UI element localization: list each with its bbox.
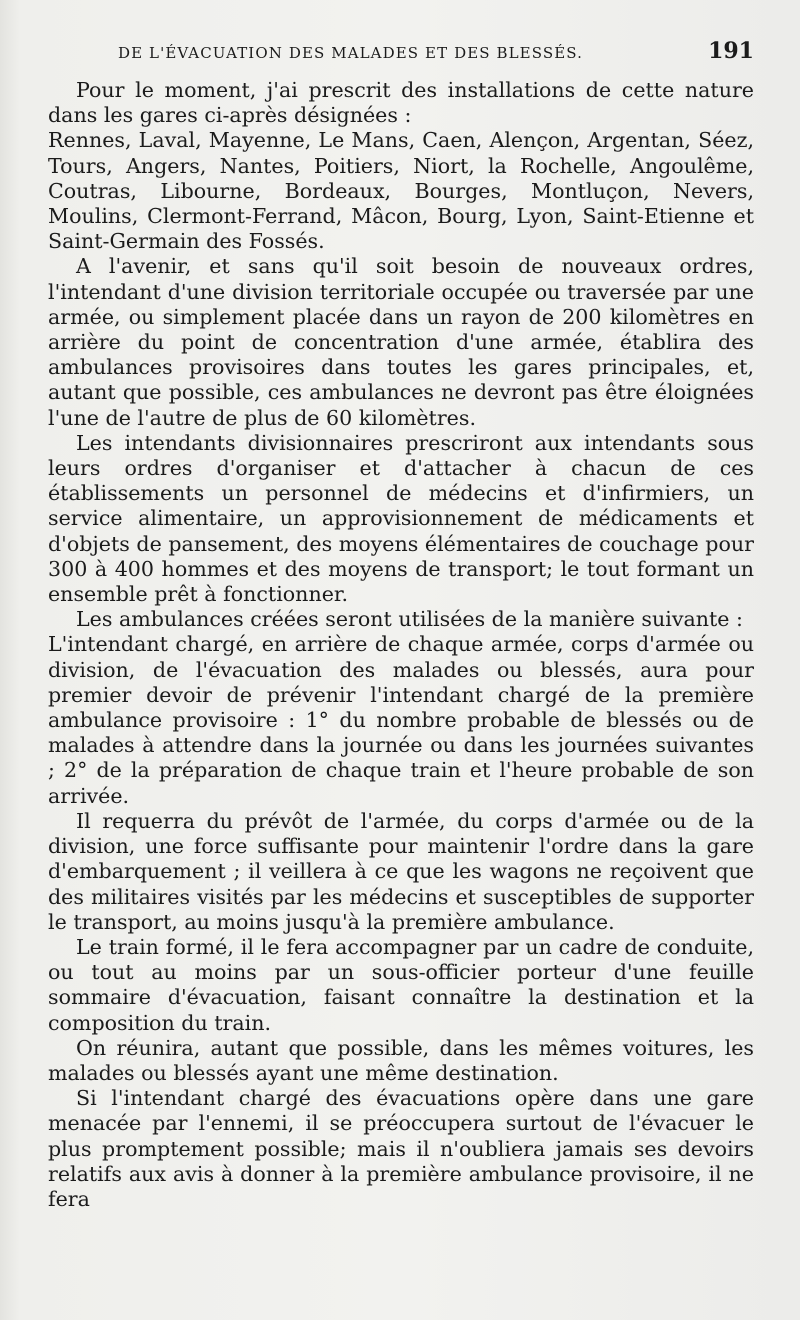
running-head: DE L'ÉVACUATION DES MALADES ET DES BLESSÉS. [118, 44, 583, 62]
paragraph-threatened-station: Si l'intendant chargé des évacuations opère dans une gare menacée par l'ennemi, il se préoccupera surtout de l'évacuer le plus promptement possible; mais il n'oubliera jamais ses devoirs relatifs aux avis à donner à la première ambulance provisoire, il ne fera [48, 1086, 754, 1211]
paragraph-intro: Pour le moment, j'ai prescrit des installations de cette nature dans les gares ci-après désignées : [48, 78, 754, 128]
paragraph-train-formed: Le train formé, il le fera accompagner par un cadre de conduite, ou tout au moins par un sous-officier porteur d'une feuille sommaire d'évacuation, faisant connaître la destination et la composition du train. [48, 934, 754, 1035]
page-number: 191 [708, 38, 754, 64]
paragraph-usage-heading: Les ambulances créées seront utilisées de la manière suivante : [76, 607, 743, 632]
paragraph-station-list: Rennes, Laval, Mayenne, Le Mans, Caen, Alençon, Argentan, Séez, Tours, Angers, Nantes, Poitiers, Niort, la Rochelle, Angoulême, Coutras, Libourne, Bordeaux, Bourges, Montluçon, Nevers, Moulins, Clermont-Ferrand, Mâcon, Bourg, Lyon, Saint-Etienne et Saint-Germain des Fossés. [48, 128, 754, 254]
page-header [48, 38, 754, 68]
paragraph-future-ambulances: A l'avenir, et sans qu'il soit besoin de nouveaux ordres, l'intendant d'une division territoriale occupée ou traversée par une armée, ou simplement placée dans un rayon de 200 kilomètres en arrière du point de concentration d'une armée, établira des ambulances provisoires dans toutes les gares principales, et, autant que possible, ces ambulances ne devront pas être éloignées l'une de l'autre de plus de 60 kilomètres. [48, 254, 754, 430]
paragraph-divisional-intendants: Les intendants divisionnaires prescriront aux intendants sous leurs ordres d'organiser et d'attacher à chacun de ces établissements un personnel de médecins et d'infirmiers, un service alimentaire, un approvisionnement de médicaments et d'objets de pansement, des moyens élémentaires de couchage pour 300 à 400 hommes et des moyens de transport; le tout formant un ensemble prêt à fonctionner. [48, 430, 754, 607]
body-text [48, 78, 754, 1212]
paragraph-same-destination: On réunira, autant que possible, dans les mêmes voitures, les malades ou blessés ayant une même destination. [48, 1035, 754, 1085]
paragraph-provost: Il requerra du prévôt de l'armée, du corps d'armée ou de la division, une force suffisante pour maintenir l'ordre dans la gare d'embarquement ; il veillera à ce que les wagons ne reçoivent que des militaires visités par les médecins et susceptibles de supporter le transport, au moins jusqu'à la première ambulance. [48, 808, 754, 934]
paragraph-evacuation-intendant: L'intendant chargé, en arrière de chaque armée, corps d'armée ou division, de l'évacuation des malades ou blessés, aura pour premier devoir de prévenir l'intendant chargé de la première ambulance provisoire : 1° du nombre probable de blessés ou de malades à attendre dans la journée ou dans les journées suivantes ; 2° de la préparation de chaque train et l'heure probable de son arrivée. [48, 632, 754, 808]
